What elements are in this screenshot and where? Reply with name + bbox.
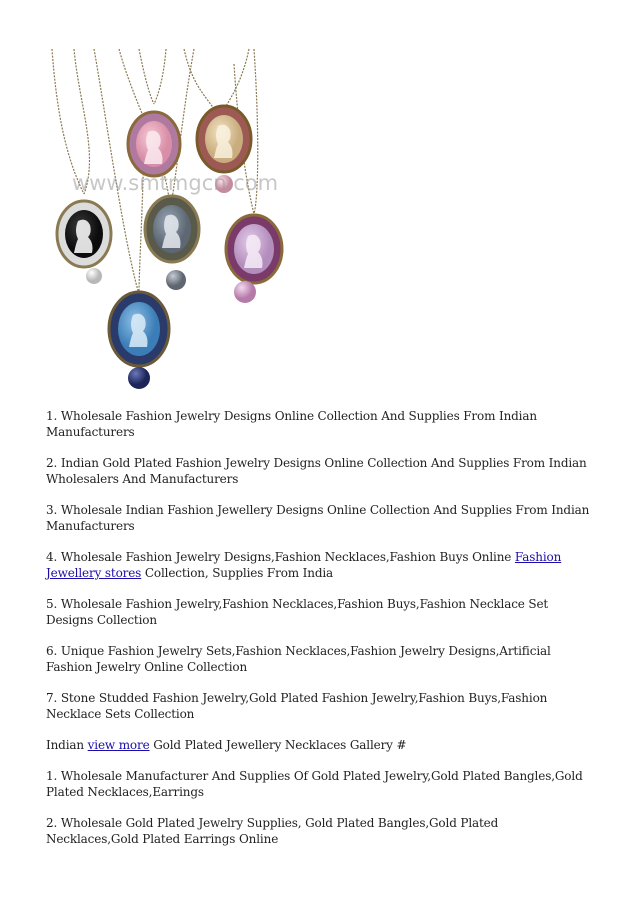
list-item: 7. Stone Studded Fashion Jewelry,Gold Plated Fashion Jewelry,Fashion Buys,Fashion Necklace Sets Collection [46,691,548,721]
list-item: 5. Wholesale Fashion Jewelry,Fashion Necklaces,Fashion Buys,Fashion Necklace Set Designs Collection [46,597,549,627]
list-item: 2. Wholesale Gold Plated Jewelry Supplies, Gold Plated Bangles,Gold Plated Necklaces,Gold Plated Earrings Online [46,816,499,846]
pendant-lilac [226,215,282,303]
list-item: 4. Wholesale Fashion Jewelry Designs,Fashion Necklaces,Fashion Buys Online Fashion Jewellery stores Collection, Supplies From India [46,550,562,580]
pendant-grey [145,196,199,290]
pendant-pink [128,112,180,176]
list-item: 2. Indian Gold Plated Fashion Jewelry Designs Online Collection And Supplies From Indian Wholesalers And Manufacturers [46,456,587,486]
photo-watermark: www.smtmgcn.com [72,171,279,195]
fashion-jewellery-stores-link[interactable]: Fashion Jewellery stores [46,550,562,580]
product-photo [44,44,284,394]
description-list [46,408,591,862]
pendant-blue [109,292,169,389]
gallery-heading: Indian view more Gold Plated Jewellery Necklaces Gallery # [46,738,407,752]
list-item: 3. Wholesale Indian Fashion Jewellery Designs Online Collection And Supplies From Indian Manufacturers [46,503,590,533]
list-item: 6. Unique Fashion Jewelry Sets,Fashion Necklaces,Fashion Jewelry Designs,Artificial Fashion Jewelry Online Collection [46,644,551,674]
pendant-black [57,201,111,284]
list-item: 1. Wholesale Fashion Jewelry Designs Online Collection And Supplies From Indian Manufacturers [46,409,537,439]
list-item: 1. Wholesale Manufacturer And Supplies Of Gold Plated Jewelry,Gold Plated Bangles,Gold Plated Necklaces,Earrings [46,769,583,799]
view-more-link[interactable]: view more [87,738,150,752]
